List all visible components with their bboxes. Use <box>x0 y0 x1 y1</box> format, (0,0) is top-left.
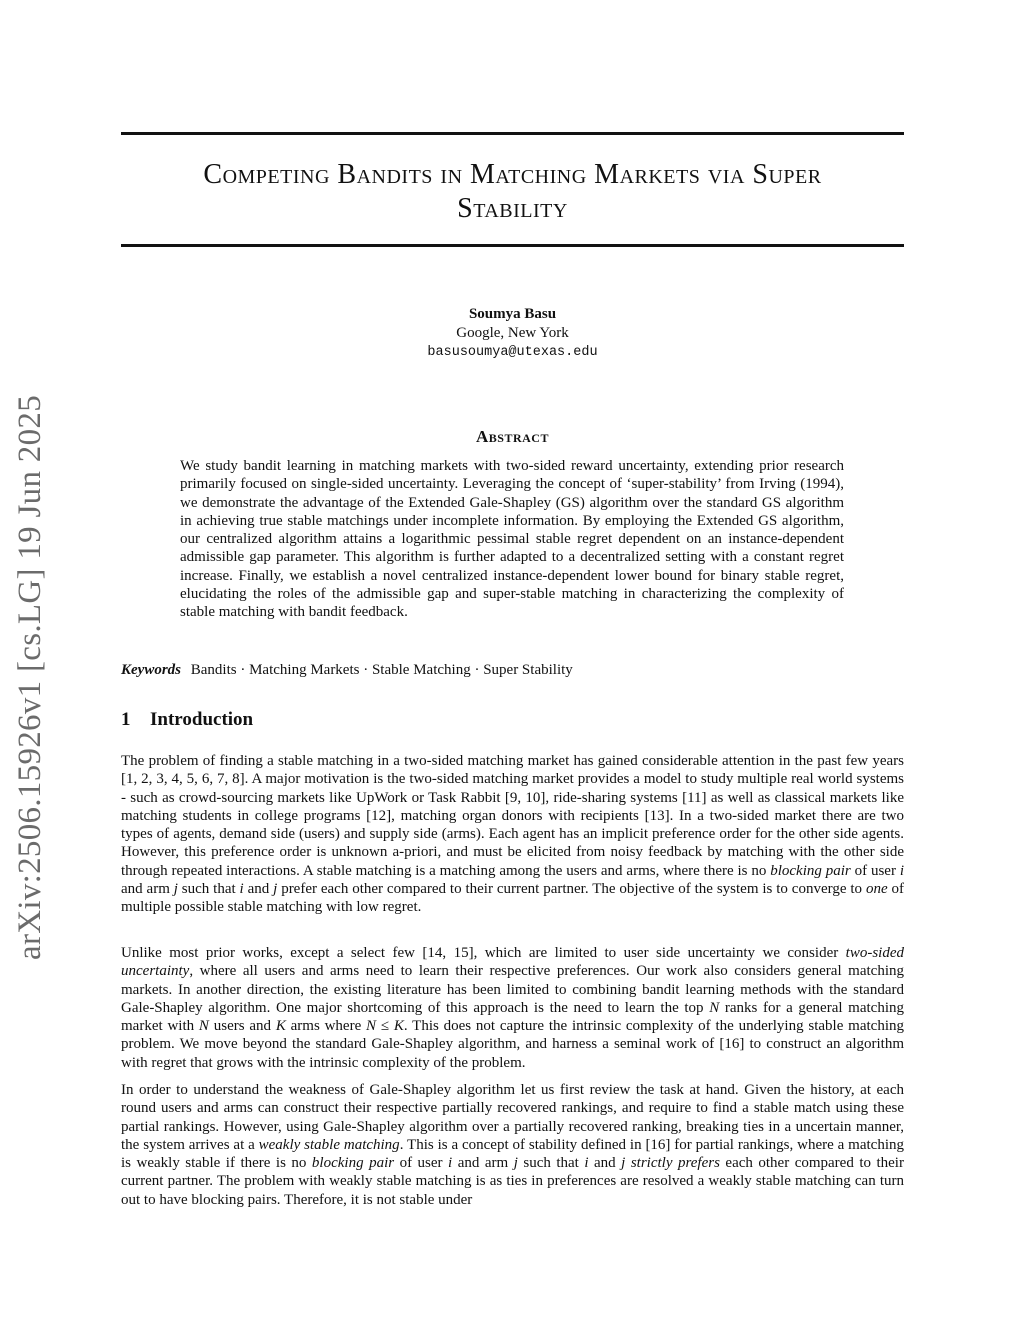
section-heading-introduction <box>121 709 904 731</box>
keywords-label: Keywords <box>121 662 181 678</box>
section-number: 1 <box>121 709 131 730</box>
author-email: basusoumya@utexas.edu <box>427 345 598 360</box>
paper-title <box>121 158 904 226</box>
section-title: Introduction <box>150 709 254 730</box>
title-top-rule <box>121 132 904 135</box>
arxiv-identifier: arXiv:2506.15926v1 [cs.LG] 19 Jun 2025 <box>12 394 48 960</box>
author-affiliation: Google, New York <box>456 325 569 341</box>
paper-title-line-1: Competing Bandits in Matching Markets via Super <box>203 159 822 190</box>
keywords-list: Bandits · Matching Markets · Stable Matching · Super Stability <box>190 662 573 678</box>
intro-paragraph-1: The problem of finding a stable matching in a two-sided matching market has gained considerable attention in the past few years [1, 2, 3, 4, 5, 6, 7, 8]. A major motivation is the two-sided matching market provides a model to study multiple real world systems - such as crowd-sourcing markets like UpWork or Task Rabbit [9, 10], ride-sharing systems [11] as well as classical markets like matching students in college programs [12], matching organ donors with recipients [13]. In a two-sided market there are two types of agents, demand side (users) and supply side (arms). Each agent has an implicit preference order for the other side agents. However, this preference order is unknown a-priori, and must be elicited from noisy feedback by matching with the other side through repeated interactions. A stable matching is a matching among the users and arms, where there is no blocking pair of user i and arm j such that i and j prefer each other compared to their current partner. The objective of the system is to converge to one of multiple possible stable matching with low regret. <box>121 753 904 916</box>
intro-paragraph-3: In order to understand the weakness of Gale-Shapley algorithm let us first review the task at hand. Given the history, at each round users and arms can construct their respective partially recovered rankings, and require to find a stable match using these partial rankings. However, using Gale-Shapley algorithm over a partially recovered ranking, breaking ties in a uncertain manner, the system arrives at a weakly stable matching. This is a concept of stability defined in [16] for partial rankings, where a matching is weakly stable if there is no blocking pair of user i and arm j such that i and j strictly prefers each other compared to their current partner. The problem with weakly stable matching is as ties in preferences are resolved a weakly stable matching can turn out to have blocking pairs. Therefore, it is not stable under <box>121 1082 904 1208</box>
author-block <box>121 305 904 362</box>
title-bottom-rule <box>121 244 904 247</box>
author-name: Soumya Basu <box>468 306 557 322</box>
intro-paragraph-2: Unlike most prior works, except a select few [14, 15], which are limited to user side uncertainty we consider two-sided uncertainty, where all users and arms need to learn their respective preferences. Our work also considers general matching markets. In another direction, the existing literature has been limited to combining bandit learning methods with the standard Gale-Shapley algorithm. One major shortcoming of this approach is the need to learn the top N ranks for a general matching market with N users and K arms where N ≤ K. This does not capture the intrinsic complexity of the underlying stable matching problem. We move beyond the standard Gale-Shapley algorithm, and harness a seminal work of [16] to construct an algorithm with regret that grows with the intrinsic complexity of the problem. <box>121 945 904 1071</box>
keywords-line <box>121 661 904 679</box>
abstract-text: We study bandit learning in matching markets with two-sided reward uncertainty, extending prior research primarily focused on single-sided uncertainty. Leveraging the concept of ‘super-stability’ from Irving (1994), we demonstrate the advantage of the Extended Gale-Shapley (GS) algorithm over the standard GS algorithm in achieving true stable matchings under incomplete information. By employing the Extended GS algorithm, our centralized algorithm attains a logarithmic pessimal stable regret dependent on an instance-dependent admissible gap parameter. This algorithm is further adapted to a decentralized setting with a constant regret increase. Finally, we establish a novel centralized instance-dependent lower bound for binary stable regret, elucidating the roles of the admissible gap and super-stable matching in characterizing the complexity of stable matching with bandit feedback. <box>180 458 844 621</box>
abstract-heading: Abstract <box>476 427 549 446</box>
paper-title-line-2: Stability <box>457 193 568 224</box>
